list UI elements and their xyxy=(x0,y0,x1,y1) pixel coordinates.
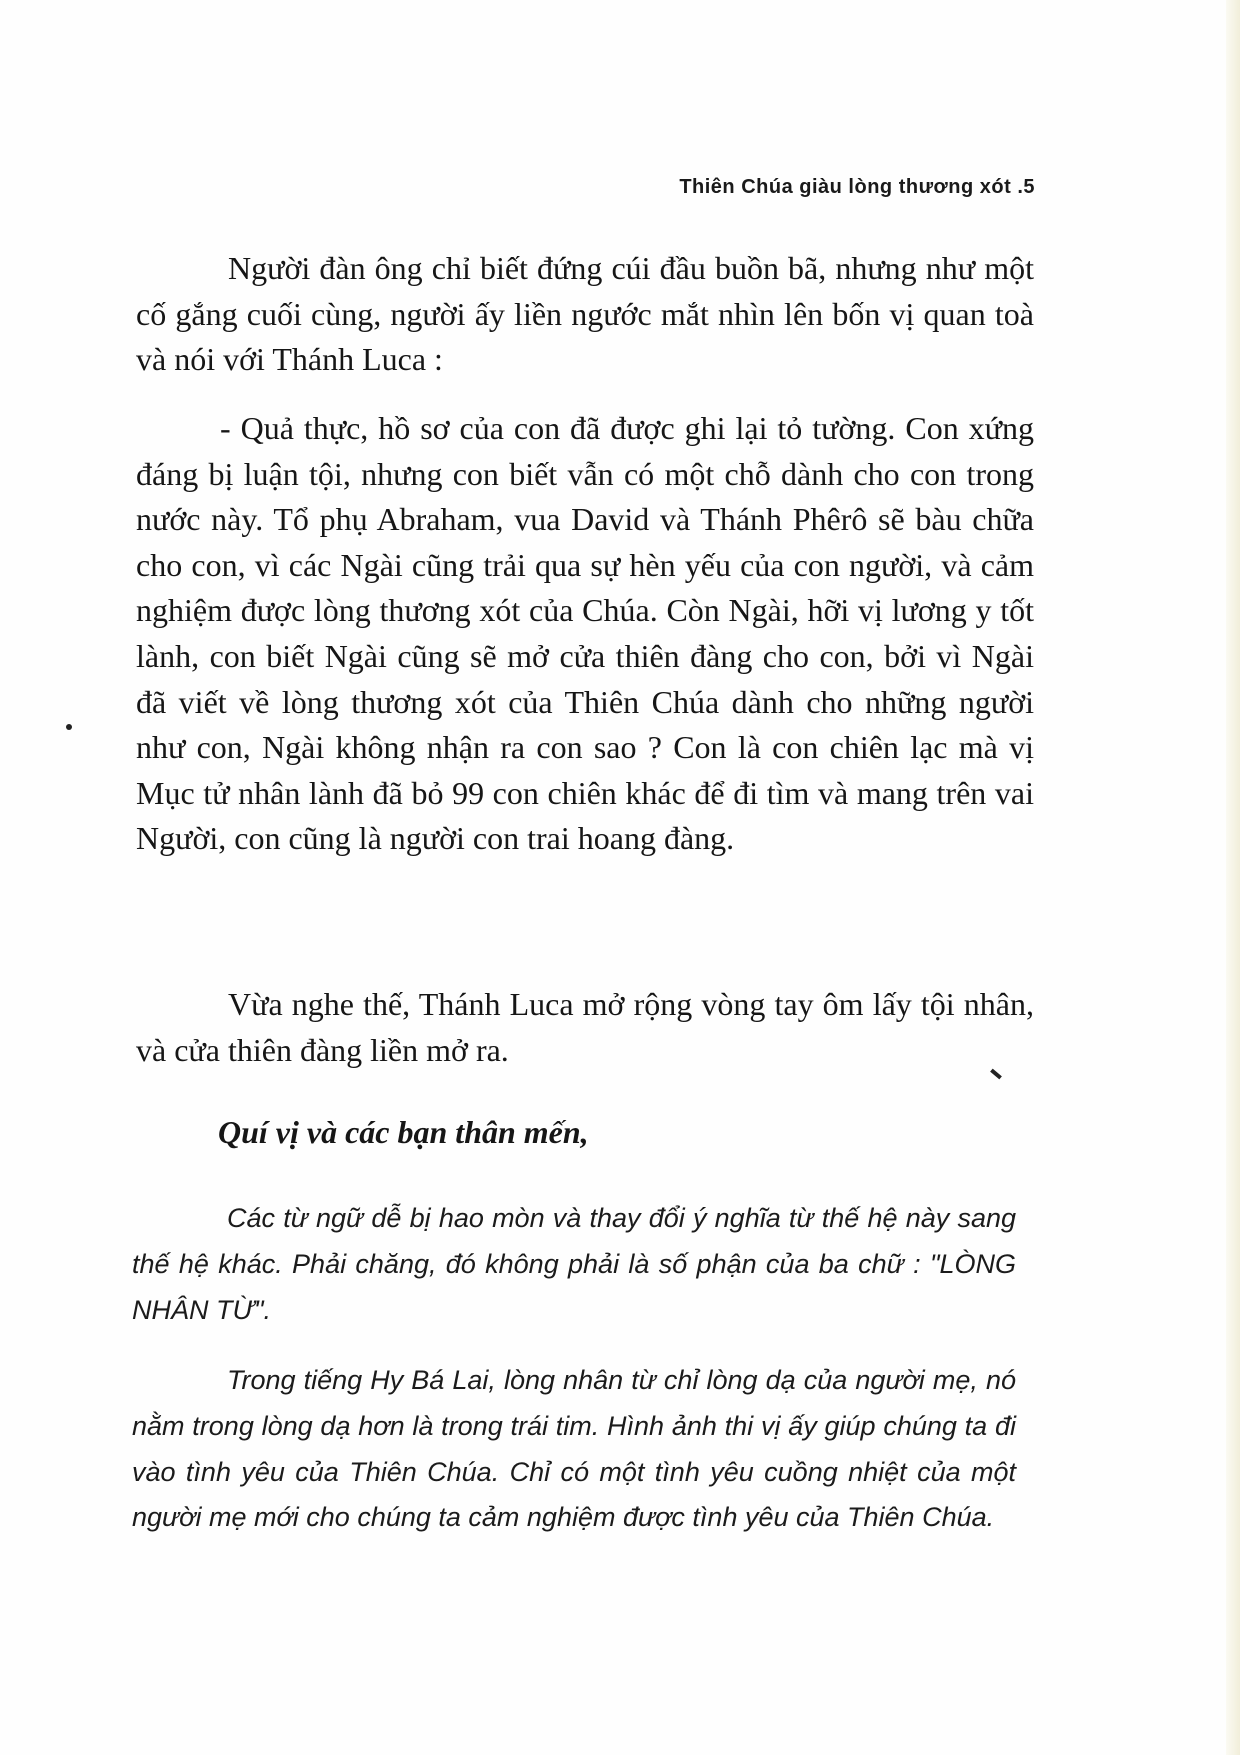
paragraph-narration-1: Người đàn ông chỉ biết đứng cúi đầu buồn bã, nhưng như một cố gắng cuối cùng, người ấy liền ngước mắt nhìn lên bốn vị quan toà và nói với Thánh Luca : xyxy=(136,250,1034,378)
paragraph-dialogue: - Quả thực, hồ sơ của con đã được ghi lại tỏ tường. Con xứng đáng bị luận tội, nhưng con biết vẫn có một chỗ dành cho con trong nước này. Tổ phụ Abraham, vua David và Thánh Phêrô sẽ bàu chữa cho con, vì các Ngài cũng trải qua sự hèn yếu của con người, và cảm nghiệm được lòng thương xót của Chúa. Còn Ngài, hỡi vị lương y tốt lành, con biết Ngài cũng sẽ mở cửa thiên đàng cho con, bởi vì Ngài đã viết về lòng thương xót của Thiên Chúa dành cho những người như con, Ngài không nhận ra con sao ? Con là con chiên lạc mà vị Mục tử nhân lành đã bỏ 99 con chiên khác để đi tìm và mang trên vai Người, con cũng là người con trai hoang đàng. xyxy=(136,410,1034,857)
margin-speck xyxy=(66,724,72,730)
paragraph-reflection-1: Các từ ngữ dễ bị hao mòn và thay đổi ý nghĩa từ thế hệ này sang thế hệ khác. Phải chăng, đó không phải là số phận của ba chữ : "LÒNG NHÂN TỪ". xyxy=(132,1203,1016,1325)
paragraph-reflection-2: Trong tiếng Hy Bá Lai, lòng nhân từ chỉ lòng dạ của người mẹ, nó nằm trong lòng dạ hơn là trong trái tim. Hình ảnh thi vị ấy giúp chúng ta đi vào tình yêu của Thiên Chúa. Chỉ có một tình yêu cuồng nhiệt của một người mẹ mới cho chúng ta cảm nghiệm được tình yêu của Thiên Chúa. xyxy=(132,1365,1016,1533)
paragraph-narration-2: Vừa nghe thế, Thánh Luca mở rộng vòng tay ôm lấy tội nhân, và cửa thiên đàng liền mở ra. xyxy=(136,986,1034,1068)
page-scan-edge xyxy=(1226,0,1240,1755)
running-header: Thiên Chúa giàu lòng thương xót .5 xyxy=(679,176,1035,198)
salutation-heading: Quí vị và các bạn thân mến, xyxy=(218,1114,589,1150)
